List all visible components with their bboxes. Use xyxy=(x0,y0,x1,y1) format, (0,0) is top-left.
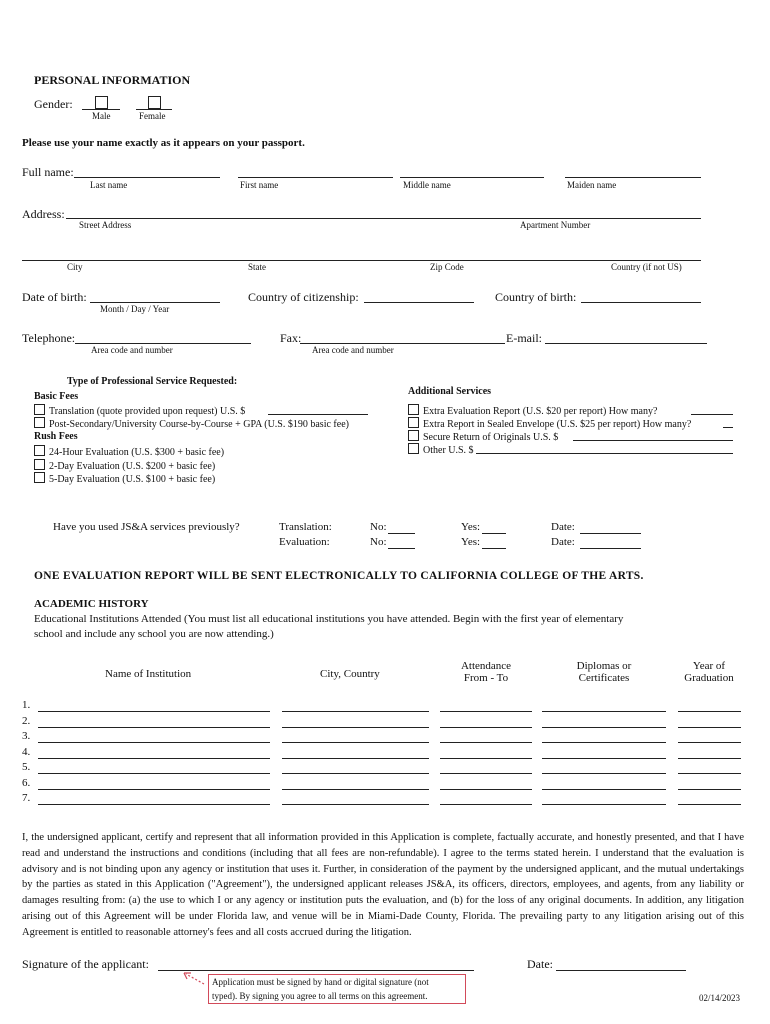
academic-row-field[interactable] xyxy=(282,711,429,712)
male-checkbox[interactable] xyxy=(95,96,108,109)
24-hour-checkbox[interactable] xyxy=(34,445,45,456)
telephone-field[interactable] xyxy=(75,343,251,344)
academic-row-field[interactable] xyxy=(282,727,429,728)
academic-row-field[interactable] xyxy=(282,773,429,774)
academic-row-field[interactable] xyxy=(678,711,741,712)
service-sealed-envelope[interactable]: Extra Report in Sealed Envelope (U.S. $25 per report) How many? xyxy=(408,417,691,430)
evaluation-date-label: Date: xyxy=(551,536,575,548)
evaluation-date-field[interactable] xyxy=(580,548,641,549)
academic-row-field[interactable] xyxy=(440,773,532,774)
state-hint: State xyxy=(248,262,266,272)
dob-label: Date of birth: xyxy=(22,290,87,304)
translation-yes-field[interactable] xyxy=(482,533,506,534)
signature-date-label: Date: xyxy=(527,957,553,971)
passport-note: Please use your name exactly as it appears on your passport. xyxy=(22,137,305,149)
academic-row-number: 4. xyxy=(22,745,31,758)
first-name-field[interactable] xyxy=(238,177,393,178)
gender-label: Gender: xyxy=(34,97,73,111)
previous-evaluation-label: Evaluation: xyxy=(279,536,330,548)
arrow-icon xyxy=(180,970,206,986)
academic-row-field[interactable] xyxy=(38,804,270,805)
male-label: Male xyxy=(92,111,111,121)
dob-hint: Month / Day / Year xyxy=(100,304,170,314)
citizenship-field[interactable] xyxy=(364,302,474,303)
service-extra-report[interactable]: Extra Evaluation Report (U.S. $20 per report) How many? xyxy=(408,404,657,417)
extra-report-checkbox[interactable] xyxy=(408,404,419,415)
academic-row-field[interactable] xyxy=(542,789,666,790)
academic-row-field[interactable] xyxy=(678,804,741,805)
evaluation-yes-label: Yes: xyxy=(461,536,481,548)
maiden-name-field[interactable] xyxy=(565,177,701,178)
service-5-day[interactable]: 5-Day Evaluation (U.S. $100 + basic fee) xyxy=(34,472,215,485)
city-state-zip-field[interactable] xyxy=(22,260,701,261)
2-day-checkbox[interactable] xyxy=(34,459,45,470)
dob-field[interactable] xyxy=(90,302,220,303)
female-checkbox[interactable] xyxy=(148,96,161,109)
birth-country-label: Country of birth: xyxy=(495,290,577,304)
previous-translation-label: Translation: xyxy=(279,521,332,533)
academic-row-number: 7. xyxy=(22,792,31,804)
translation-checkbox[interactable] xyxy=(34,404,45,415)
other-checkbox[interactable] xyxy=(408,443,419,454)
academic-row-field[interactable] xyxy=(282,804,429,805)
academic-row-field[interactable] xyxy=(38,727,270,728)
academic-row-field[interactable] xyxy=(440,742,532,743)
signature-notice: Application must be signed by hand or digital signature (not typed). By signing you agree to all terms on this agreement. xyxy=(208,974,466,1004)
street-hint: Street Address xyxy=(79,220,132,230)
col-city: City, Country xyxy=(320,668,380,680)
academic-row-field[interactable] xyxy=(440,758,532,759)
col-institution: Name of Institution xyxy=(105,668,192,680)
middle-name-hint: Middle name xyxy=(403,180,451,190)
academic-intro-line2: school and include any school you are now attending.) xyxy=(34,628,274,640)
fax-field[interactable] xyxy=(300,343,505,344)
academic-row-field[interactable] xyxy=(678,758,741,759)
zip-hint: Zip Code xyxy=(430,262,464,272)
personal-heading: PERSONAL INFORMATION xyxy=(34,73,191,87)
address-label: Address: xyxy=(22,207,65,221)
translation-yes-label: Yes: xyxy=(461,521,481,533)
full-name-label: Full name: xyxy=(22,165,74,179)
academic-row-field[interactable] xyxy=(542,711,666,712)
academic-row-field[interactable] xyxy=(678,789,741,790)
academic-row-field[interactable] xyxy=(38,758,270,759)
city-hint: City xyxy=(67,262,83,272)
academic-row-field[interactable] xyxy=(38,742,270,743)
service-translation[interactable]: Translation (quote provided upon request) U.S. $ xyxy=(34,404,245,417)
report-notice: ONE EVALUATION REPORT WILL BE SENT ELECTRONICALLY TO CALIFORNIA COLLEGE OF THE ARTS. xyxy=(34,570,644,582)
citizenship-label: Country of citizenship: xyxy=(248,290,359,304)
last-name-field[interactable] xyxy=(74,177,220,178)
academic-row-field[interactable] xyxy=(542,758,666,759)
fax-label: Fax: xyxy=(280,331,302,345)
academic-row-number: 6. xyxy=(22,776,31,789)
service-24-hour[interactable]: 24-Hour Evaluation (U.S. $300 + basic fee) xyxy=(34,445,224,458)
evaluation-no-label: No: xyxy=(370,536,387,548)
translation-no-label: No: xyxy=(370,521,387,533)
academic-row-number: 3. xyxy=(22,730,31,742)
tel-hint: Area code and number xyxy=(91,345,173,355)
academic-heading: ACADEMIC HISTORY xyxy=(34,598,149,610)
academic-row-field[interactable] xyxy=(440,789,532,790)
signature-label: Signature of the applicant: xyxy=(22,957,149,971)
evaluation-no-field[interactable] xyxy=(388,548,415,549)
academic-row-field[interactable] xyxy=(282,758,429,759)
col-year: Year of Graduation xyxy=(684,660,734,684)
evaluation-yes-field[interactable] xyxy=(482,548,506,549)
academic-row-field[interactable] xyxy=(678,727,741,728)
email-field[interactable] xyxy=(545,343,707,344)
female-label: Female xyxy=(139,111,166,121)
telephone-label: Telephone: xyxy=(22,331,76,345)
academic-row-field[interactable] xyxy=(282,742,429,743)
academic-row-field[interactable] xyxy=(282,789,429,790)
first-name-hint: First name xyxy=(240,180,279,190)
last-name-hint: Last name xyxy=(90,180,128,190)
apartment-hint: Apartment Number xyxy=(520,220,591,230)
translation-date-field[interactable] xyxy=(580,533,641,534)
maiden-name-hint: Maiden name xyxy=(567,180,617,190)
translation-no-field[interactable] xyxy=(388,533,415,534)
academic-row-field[interactable] xyxy=(38,789,270,790)
services-heading: Type of Professional Service Requested: xyxy=(67,376,238,387)
signature-date-field[interactable] xyxy=(556,970,686,971)
academic-row-number: 5. xyxy=(22,761,31,773)
academic-row-field[interactable] xyxy=(678,773,741,774)
previous-question: Have you used JS&A services previously? xyxy=(53,521,240,533)
academic-row-field[interactable] xyxy=(542,742,666,743)
academic-row-field[interactable] xyxy=(440,711,532,712)
service-other[interactable]: Other U.S. $ xyxy=(408,443,474,456)
academic-row-field[interactable] xyxy=(440,804,532,805)
secure-return-checkbox[interactable] xyxy=(408,430,419,441)
fax-hint: Area code and number xyxy=(312,345,394,355)
email-label: E-mail: xyxy=(506,331,542,345)
middle-name-field[interactable] xyxy=(400,177,544,178)
academic-row-field[interactable] xyxy=(38,711,270,712)
service-course-by-course[interactable]: Post-Secondary/University Course-by-Course + GPA (U.S. $190 basic fee) xyxy=(34,417,349,430)
basic-fees-heading: Basic Fees xyxy=(34,391,79,402)
translation-date-label: Date: xyxy=(551,521,575,533)
academic-row-number: 1. xyxy=(22,699,31,711)
academic-row-field[interactable] xyxy=(678,742,741,743)
course-checkbox[interactable] xyxy=(34,417,45,428)
academic-row-field[interactable] xyxy=(440,727,532,728)
academic-row-field[interactable] xyxy=(542,804,666,805)
footer-date: 02/14/2023 xyxy=(699,993,741,1003)
sealed-envelope-checkbox[interactable] xyxy=(408,417,419,428)
academic-row-number: 2. xyxy=(22,714,31,727)
additional-heading: Additional Services xyxy=(408,386,492,397)
street-address-field[interactable] xyxy=(66,218,701,219)
disclaimer-text: I, the undersigned applicant, certify and represent that all information provided in this Application is complete, factually accurate, and honestly presented, and that I have read and understand the instructions and conditions (including that all fees are non-refundable). I agree to the terms stated herein. I understand that the evaluation is advisory and is not binding upon any agency or institution that uses it. Further, in consideration of the payment by the undersigned applicant, and the mutual undertakings by the parties as stated in this Application ("Agreement"), the undersigned applicant releases JS&A, its officers, directors, employees, and agents, from any liability or damages resulting from: (a) the use to which I or any agency or institution puts the evaluation, and (b) for the loss of any original documents. In addition, any litigation arising out of this Agreement will be under Florida law, and venue will be in Miami-Dade County, Florida. The prevailing party to any litigation arising out of this Agreement is entitled to reasonable attorney's fees and all costs accrued during the litigation. xyxy=(22,832,744,938)
academic-row-field[interactable] xyxy=(542,773,666,774)
academic-row-field[interactable] xyxy=(38,773,270,774)
academic-intro-line1: Educational Institutions Attended (You must list all educational institutions you have attended. Begin with the first year of elementary xyxy=(34,613,624,625)
5-day-checkbox[interactable] xyxy=(34,472,45,483)
col-attendance: Attendance From - To xyxy=(460,660,512,684)
academic-row-field[interactable] xyxy=(542,727,666,728)
country-hint: Country (if not US) xyxy=(611,262,682,272)
service-2-day[interactable]: 2-Day Evaluation (U.S. $200 + basic fee) xyxy=(34,459,215,472)
service-secure-return[interactable]: Secure Return of Originals U.S. $ xyxy=(408,430,558,443)
col-diplomas: Diplomas or Certificates xyxy=(576,660,632,684)
birth-country-field[interactable] xyxy=(581,302,701,303)
rush-fees-heading: Rush Fees xyxy=(34,431,78,442)
